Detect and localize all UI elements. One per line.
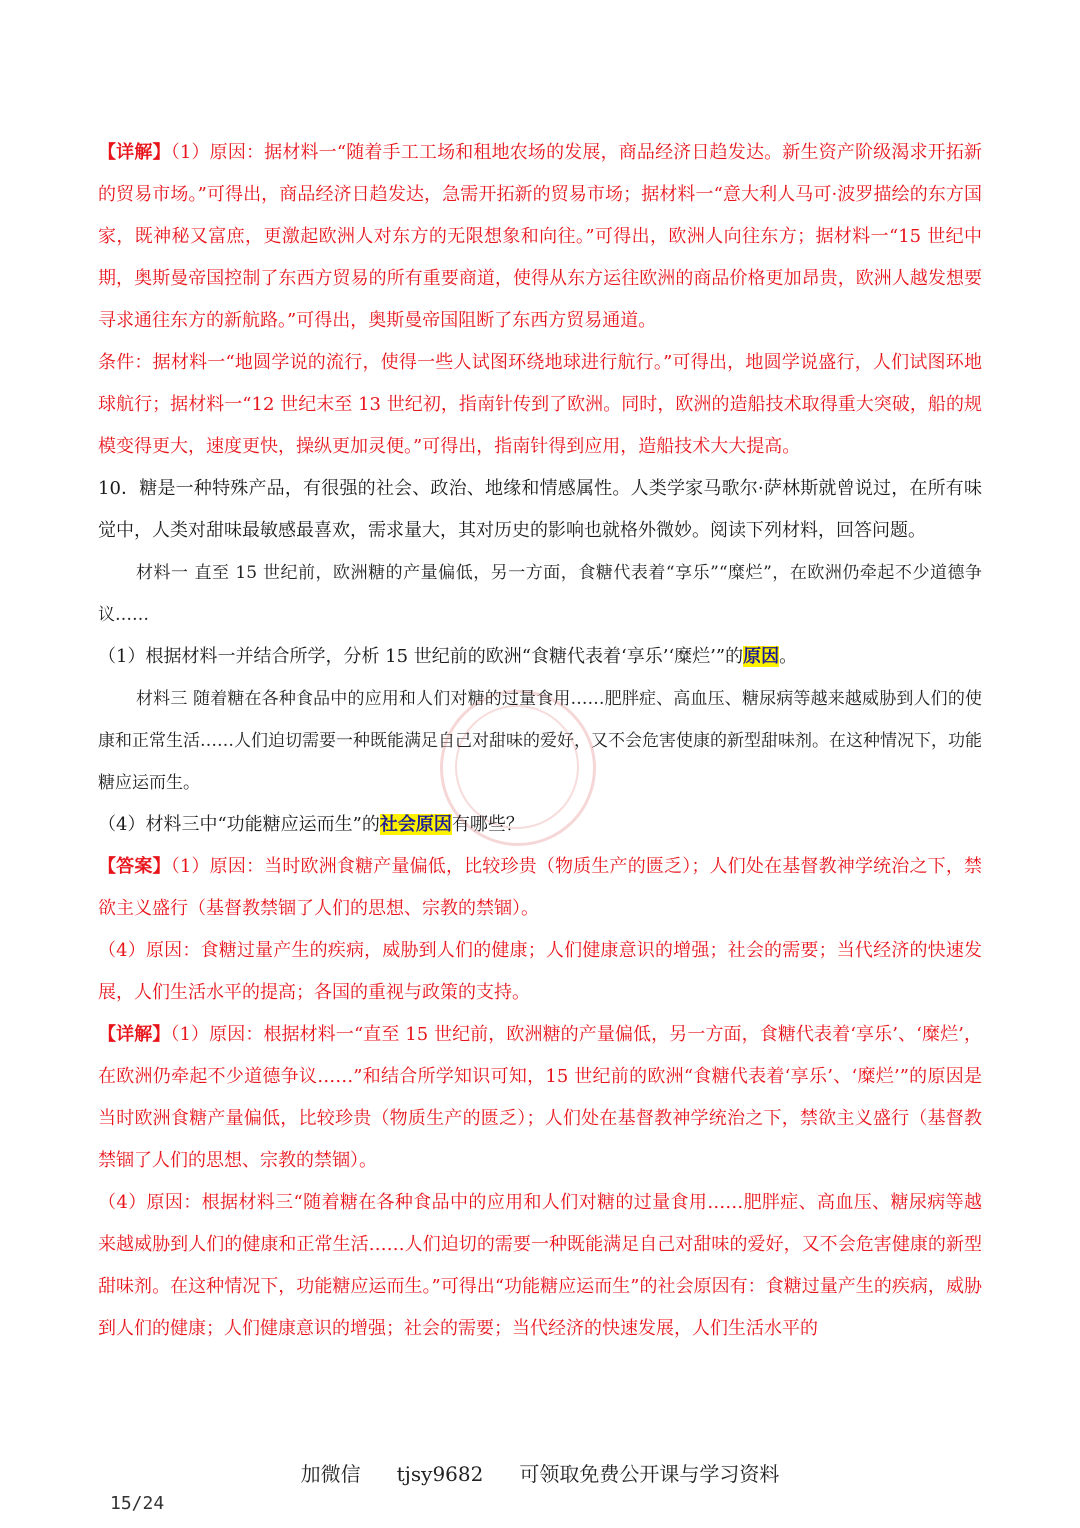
document-body — [98, 132, 982, 1350]
detail-4: （4）原因：根据材料三“随着糖在各种食品中的应用和人们对糖的过量食用……肥胖症、高血压、糖尿病等越来越威胁到人们的健康和正常生活……人们迫切的需要一种既能满足自己对甜味的爱好，又不会危害健康的新型甜味剂。在这种情况下，功能糖应运而生。”可得出“功能糖应运而生”的社会原因有：食糖过量产生的疾病，威胁到人们的健康；人们健康意识的增强；社会的需要；当代经济的快速发展，人们生活水平的 — [98, 1192, 982, 1339]
answer-4: （4）原因：食糖过量产生的疾病，威胁到人们的健康；人们健康意识的增强；社会的需要；当代经济的快速发展，人们生活水平的提高；各国的重视与政策的支持。 — [98, 940, 982, 1003]
detail-paragraph-1: 【详解】（1）原因：据材料一“随着手工工场和租地农场的发展，商品经济日趋发达。新生资产阶级渴求开拓新的贸易市场。”可得出，商品经济日趋发达，急需开拓新的贸易市场；据材料一“意大利人马可·波罗描绘的东方国家，既神秘又富庶，更激起欧洲人对东方的无限想象和向往。”可得出，欧洲人向往东方；据材料一“15 世纪中期，奥斯曼帝国控制了东西方贸易的所有重要商道，使得从东方运往欧洲的商品价格更加昂贵，欧洲人越发想要寻求通往东方的新航路。”可得出，奥斯曼帝国阻断了东西方贸易通道。 — [98, 142, 982, 331]
condition-paragraph: 条件：据材料一“地圆学说的流行，使得一些人试图环绕地球进行航行。”可得出，地圆学说盛行，人们试图环地球航行；据材料一“12 世纪末至 13 世纪初，指南针传到了欧洲。同时，欧洲的造船技术取得重大突破，船的规模变得更大，速度更快，操纵更加灵便。”可得出，指南针得到应用，造船技术大大提高。 — [98, 352, 982, 457]
material-one: 材料一 直至 15 世纪前，欧洲糖的产量偏低，另一方面，食糖代表着“享乐”“糜烂”，在欧洲仍牵起不少道德争议…… — [98, 563, 982, 625]
material-three: 材料三 随着糖在各种食品中的应用和人们对糖的过量食用……肥胖症、高血压、糖尿病等越来越威胁到人们的使康和正常生活……人们迫切需要一种既能满足自己对甜味的爱好，又不会危害使康的新型甜味剂。在这种情况下，功能糖应运而生。 — [98, 689, 982, 793]
answer-1: 【答案】（1）原因：当时欧洲食糖产量偏低，比较珍贵（物质生产的匮乏）；人们处在基督教神学统治之下，禁欲主义盛行（基督教禁锢了人们的思想、宗教的禁锢）。 — [98, 856, 982, 919]
question-10-stem: 10．糖是一种特殊产品，有很强的社会、政治、地缘和情感属性。人类学家马歌尔·萨林斯就曾说过，在所有味觉中，人类对甜味最敏感最喜欢，需求量大，其对历史的影响也就格外微妙。阅读下列材料，回答问题。 — [98, 478, 982, 541]
page-number: 15/24 — [110, 1493, 165, 1514]
footer-promo: 加微信 tjsy9682 可领取免费公开课与学习资料 — [300, 1462, 780, 1486]
detail-1: 【详解】（1）原因：根据材料一“直至 15 世纪前，欧洲糖的产量偏低，另一方面，食糖代表着‘享乐’、‘糜烂’，在欧洲仍牵起不少道德争议……”和结合所学知识可知，15 世纪前的欧洲“食糖代表着‘享乐’、‘糜烂’”的原因是当时欧洲食糖产量偏低，比较珍贵（物质生产的匮乏）；人们处在基督教神学统治之下，禁欲主义盛行（基督教禁锢了人们的思想、宗教的禁锢）。 — [98, 1024, 983, 1171]
highlight-reason: 原因 — [743, 646, 780, 667]
question-4: （4）材料三中“功能糖应运而生”的社会原因有哪些？ — [98, 814, 524, 835]
highlight-social-reason: 社会原因 — [379, 814, 452, 835]
question-1: （1）根据材料一并结合所学，分析 15 世纪前的欧洲“食糖代表着‘享乐’‘糜烂’”的原因。 — [98, 646, 798, 667]
